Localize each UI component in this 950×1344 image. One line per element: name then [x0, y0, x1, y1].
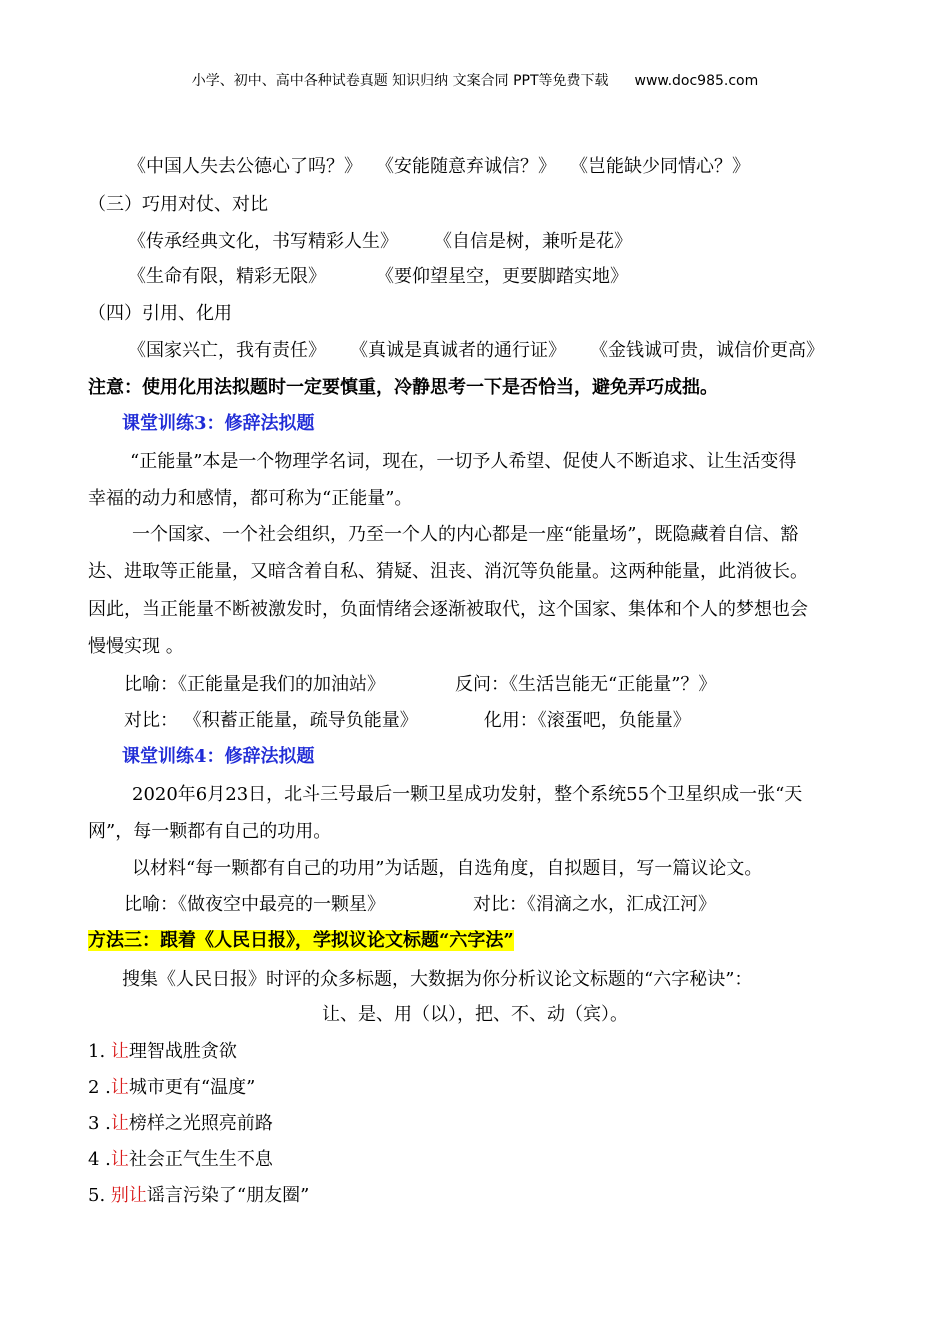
example-pair-1 — [124, 672, 716, 698]
example-titles-line-1 — [128, 154, 750, 180]
paragraph-5: 搜集《人民日报》时评的众多标题，大数据为你分析议论文标题的“六字秘诀”： — [122, 969, 753, 990]
rhetoric-example: 反问：《生活岂能无“正能量”？》 — [455, 674, 717, 695]
six-characters-line: 让、是、用（以），把、不、动（宾）。 — [322, 1004, 628, 1025]
list-item — [88, 1075, 255, 1101]
method-3-heading-text: 方法三：跟着《人民日报》，学拟议论文标题“六字法” — [88, 930, 514, 951]
paragraph-2-line-1: 一个国家、一个社会组织，乃至一个人的内心都是一座“能量场”，既隐藏着自信、豁 — [132, 524, 799, 545]
list-text: 谣言污染了“朋友圈” — [146, 1185, 310, 1206]
exercise-heading-4: 课堂训练4：修辞法拟题 — [122, 746, 315, 767]
rhetoric-example: 对比： 《积蓄正能量，疏导负能量》 — [124, 710, 418, 731]
title-example: 《自信是树，兼听是花》 — [434, 231, 632, 252]
title-example: 《岂能缺少同情心？》 — [570, 156, 750, 177]
title-example: 《安能随意弃诚信？》 — [376, 156, 556, 177]
exercise-heading-3: 课堂训练3：修辞法拟题 — [122, 413, 315, 434]
example-pair-3 — [124, 892, 716, 918]
paragraph-1-line-2: 幸福的动力和感情，都可称为“正能量”。 — [88, 488, 413, 509]
section-heading-4: （四）引用、化用 — [88, 303, 232, 324]
rhetoric-example: 比喻：《做夜空中最亮的一颗星》 — [124, 894, 385, 915]
rhetoric-example: 对比：《涓滴之水，汇成江河》 — [473, 894, 716, 915]
list-keyword: 别让 — [110, 1185, 147, 1206]
list-text: 社会正气生生不息 — [128, 1149, 273, 1170]
note-text: 注意：使用化用法拟题时一定要慎重，冷静思考一下是否恰当，避免弄巧成拙。 — [88, 377, 718, 398]
list-item — [88, 1147, 273, 1173]
example-titles-line-3b — [128, 264, 628, 290]
paragraph-2-line-2: 达、进取等正能量，又暗含着自私、猜疑、沮丧、消沉等负能量。这两种能量，此消彼长。 — [88, 561, 808, 582]
paragraph-3-line-1: 2020年6月23日，北斗三号最后一颗卫星成功发射，整个系统55个卫星织成一张“天 — [132, 784, 803, 805]
list-text: 城市更有“温度” — [128, 1077, 256, 1098]
example-titles-line-3a — [128, 229, 632, 255]
list-keyword: 让 — [110, 1041, 129, 1062]
example-pair-2 — [124, 708, 691, 734]
paragraph-2-line-3: 因此，当正能量不断被激发时，负面情绪会逐渐被取代，这个国家、集体和个人的梦想也会 — [88, 599, 808, 620]
list-item — [88, 1183, 309, 1209]
list-number: 4 . — [88, 1149, 111, 1170]
list-number: 3 . — [88, 1113, 111, 1134]
example-titles-line-4 — [128, 338, 824, 364]
method-3-heading — [88, 928, 514, 954]
rhetoric-example: 比喻：《正能量是我们的加油站》 — [124, 674, 385, 695]
list-keyword: 让 — [110, 1149, 129, 1170]
title-example: 《金钱诚可贵，诚信价更高》 — [590, 340, 824, 361]
header-text: 小学、初中、高中各种试卷真题 知识归纳 文案合同 PPT等免费下载 — [191, 73, 609, 89]
list-item — [88, 1111, 273, 1137]
paragraph-1-line-1: “正能量”本是一个物理学名词，现在，一切予人希望、促使人不断追求、让生活变得 — [130, 451, 797, 472]
title-example: 《生命有限，精彩无限》 — [128, 266, 326, 287]
list-number: 2 . — [88, 1077, 111, 1098]
list-text: 榜样之光照亮前路 — [128, 1113, 273, 1134]
list-text: 理智战胜贪欲 — [128, 1041, 237, 1062]
title-example: 《中国人失去公德心了吗？》 — [128, 156, 362, 177]
list-number: 1. — [88, 1041, 111, 1062]
list-keyword: 让 — [110, 1077, 129, 1098]
list-keyword: 让 — [110, 1113, 129, 1134]
list-number: 5. — [88, 1185, 111, 1206]
title-example: 《传承经典文化，书写精彩人生》 — [128, 231, 398, 252]
rhetoric-example: 化用：《滚蛋吧，负能量》 — [483, 710, 691, 731]
header-url[interactable]: www.doc985.com — [634, 73, 759, 89]
title-example: 《要仰望星空，更要脚踏实地》 — [376, 266, 628, 287]
title-example: 《真诚是真诚者的通行证》 — [350, 340, 566, 361]
title-example: 《国家兴亡，我有责任》 — [128, 340, 326, 361]
paragraph-3-line-2: 网”，每一颗都有自己的功用。 — [88, 821, 332, 842]
paragraph-2-line-4: 慢慢实现 。 — [88, 636, 184, 657]
list-item — [88, 1039, 237, 1065]
section-heading-3: （三）巧用对仗、对比 — [88, 194, 268, 215]
page-header — [0, 70, 950, 90]
paragraph-4: 以材料“每一颗都有自己的功用”为话题，自选角度，自拟题目，写一篇议论文。 — [132, 858, 763, 879]
